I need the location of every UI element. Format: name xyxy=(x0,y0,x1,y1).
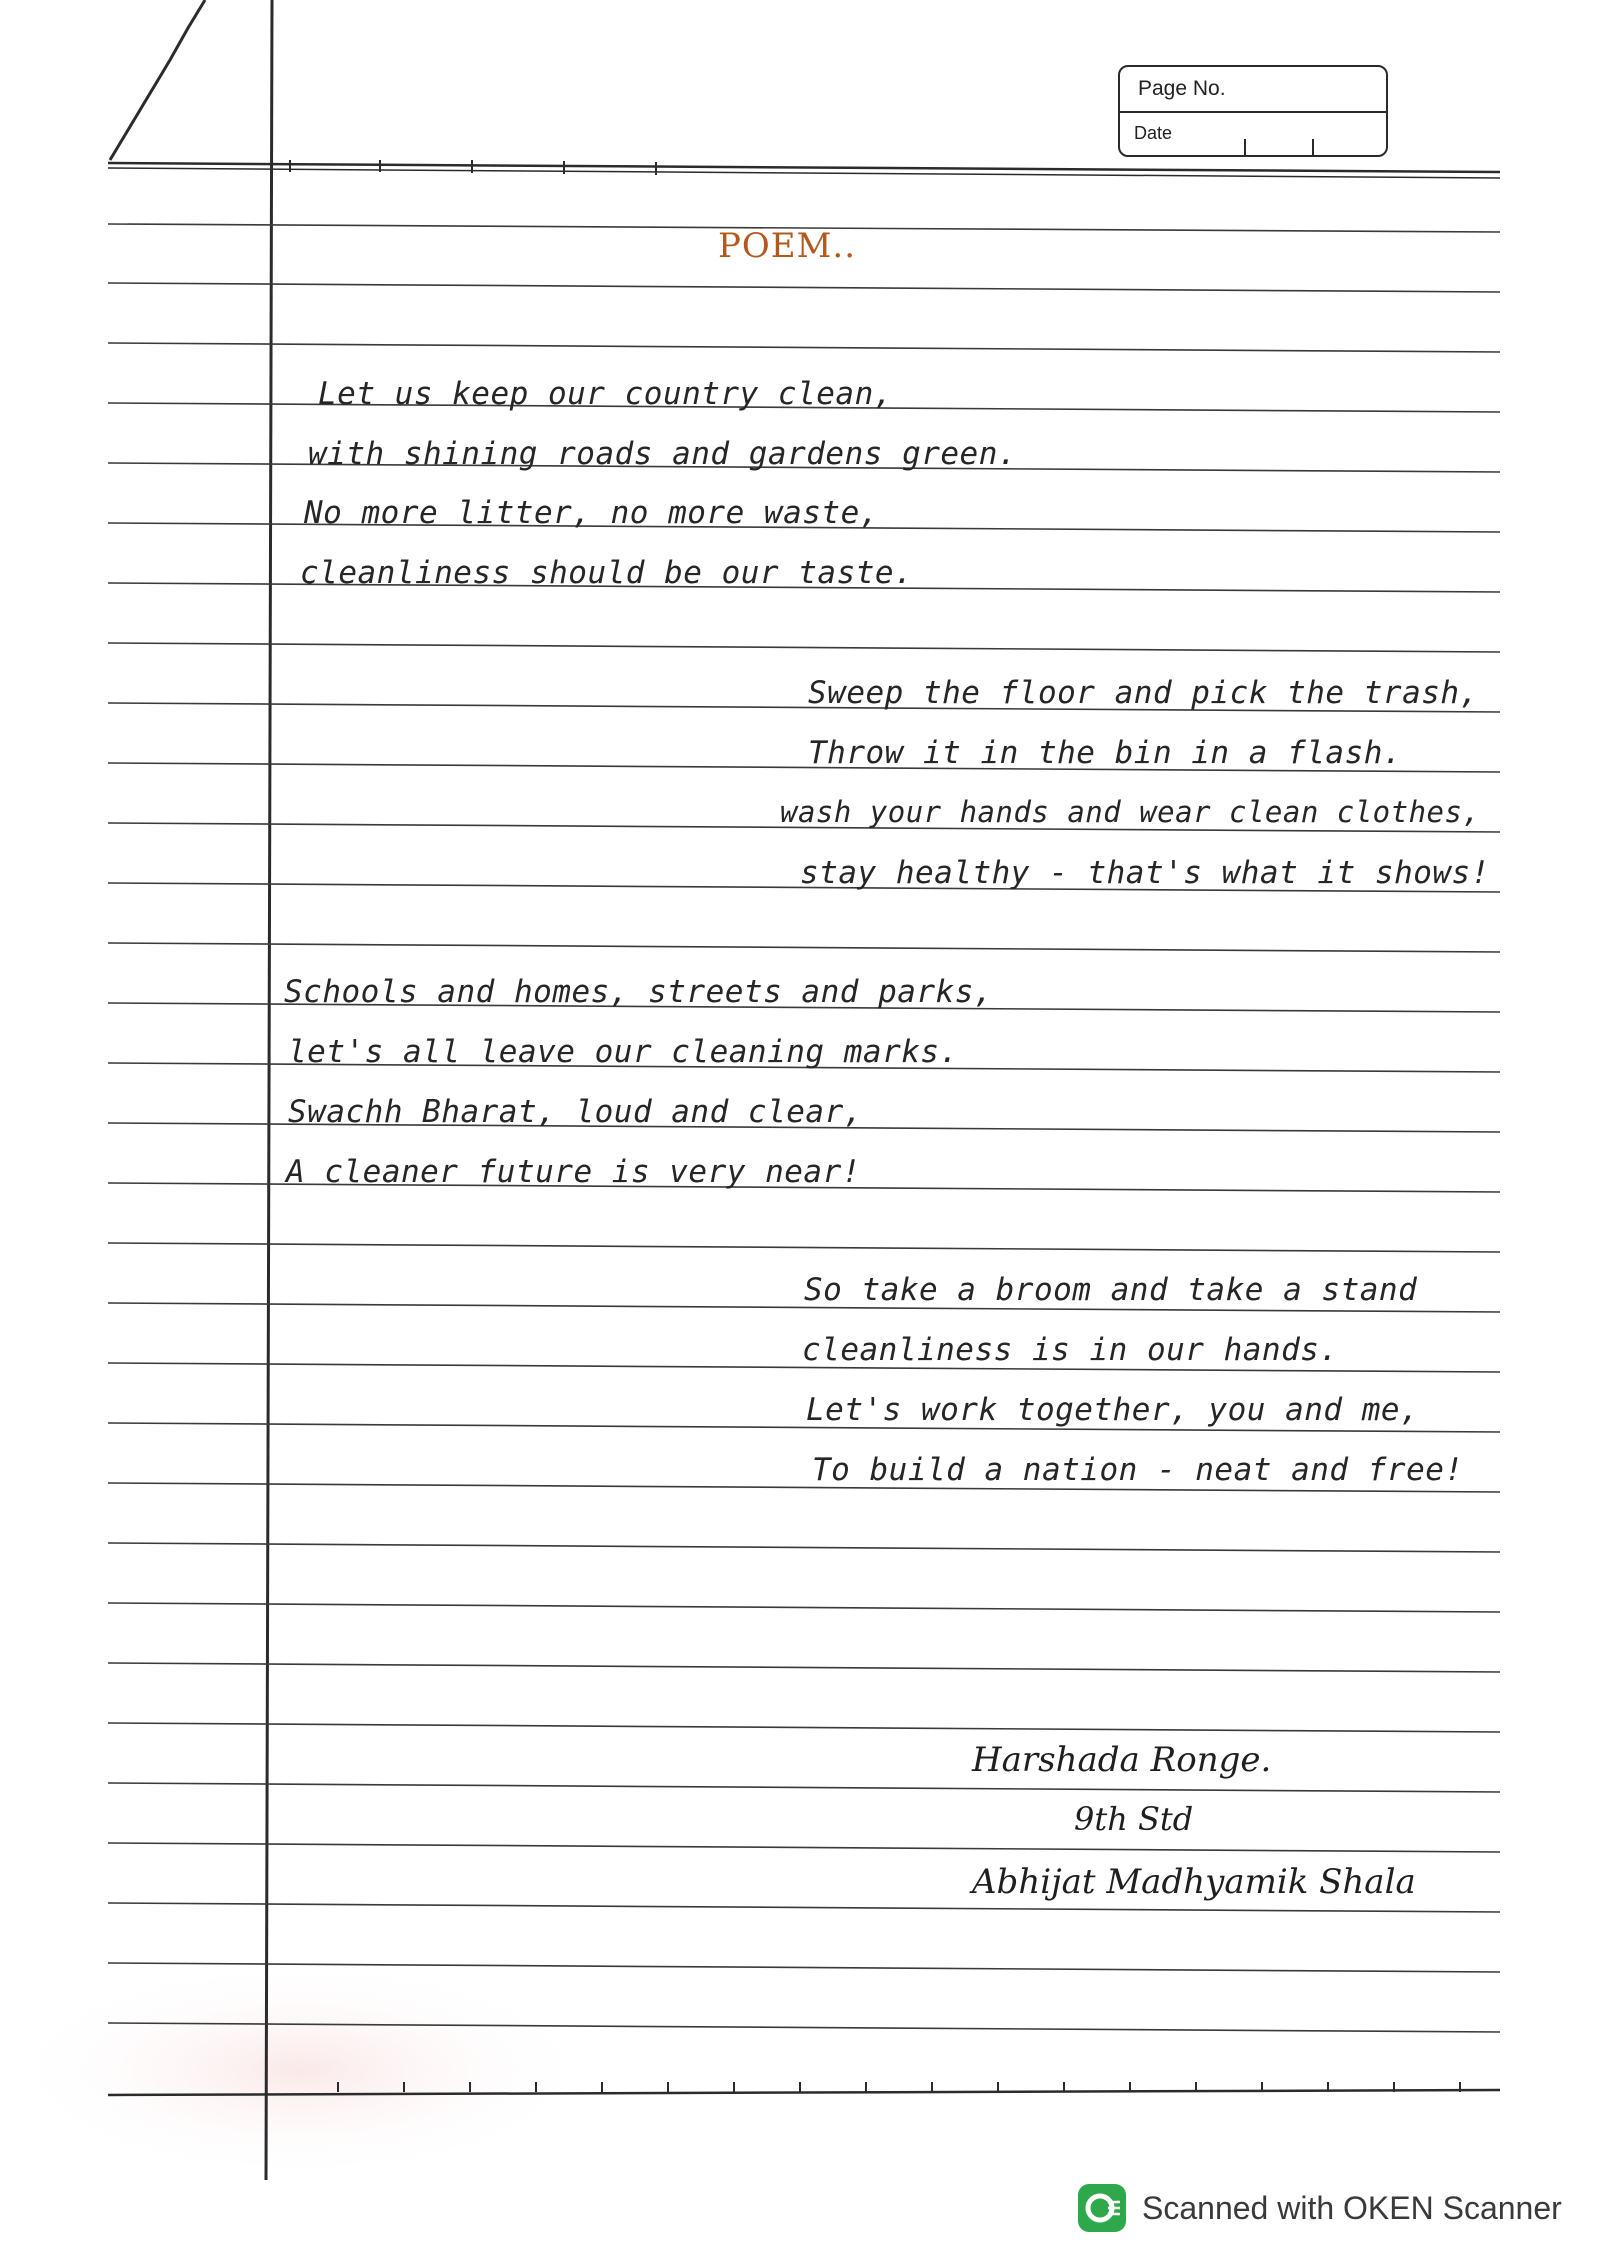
poem-line: Schools and homes, streets and parks, xyxy=(284,974,994,1010)
poem-title: POEM.. xyxy=(718,226,856,266)
poem-line: Let's work together, you and me, xyxy=(806,1392,1420,1428)
page-date-box xyxy=(1118,65,1388,157)
oken-scanner-logo-icon xyxy=(1078,2184,1126,2232)
date-tick xyxy=(1312,139,1314,155)
poem-line: cleanliness should be our taste. xyxy=(300,555,914,591)
page-no-label: Page No. xyxy=(1138,77,1226,100)
poem-line: So take a broom and take a stand xyxy=(804,1272,1418,1308)
scanner-text: Scanned with OKEN Scanner xyxy=(1142,2189,1562,2226)
poem-line: cleanliness is in our hands. xyxy=(802,1332,1339,1368)
poem-line: Throw it in the bin in a flash. xyxy=(808,735,1403,771)
poem-line: stay healthy - that's what it shows! xyxy=(800,855,1490,891)
poem-line: wash your hands and wear clean clothes, xyxy=(780,795,1481,829)
header-divider xyxy=(1120,111,1386,113)
poem-line: let's all leave our cleaning marks. xyxy=(288,1034,959,1070)
poem-line: Let us keep our country clean, xyxy=(318,376,893,412)
scanner-watermark xyxy=(1078,2182,1562,2234)
signature-name: Harshada Ronge. xyxy=(972,1740,1272,1780)
poem-line: No more litter, no more waste, xyxy=(304,495,879,531)
signature-grade: 9th Std xyxy=(1074,1800,1194,1838)
poem-line: To build a nation - neat and free! xyxy=(812,1452,1464,1488)
date-label: Date xyxy=(1134,123,1173,143)
poem-line: Swachh Bharat, loud and clear, xyxy=(288,1094,863,1130)
date-tick xyxy=(1244,139,1246,155)
signature-school: Abhijat Madhyamik Shala xyxy=(972,1862,1416,1902)
poem-line: with shining roads and gardens green. xyxy=(308,436,1018,472)
poem-line: A cleaner future is very near! xyxy=(286,1154,861,1190)
poem-line: Sweep the floor and pick the trash, xyxy=(808,675,1479,711)
